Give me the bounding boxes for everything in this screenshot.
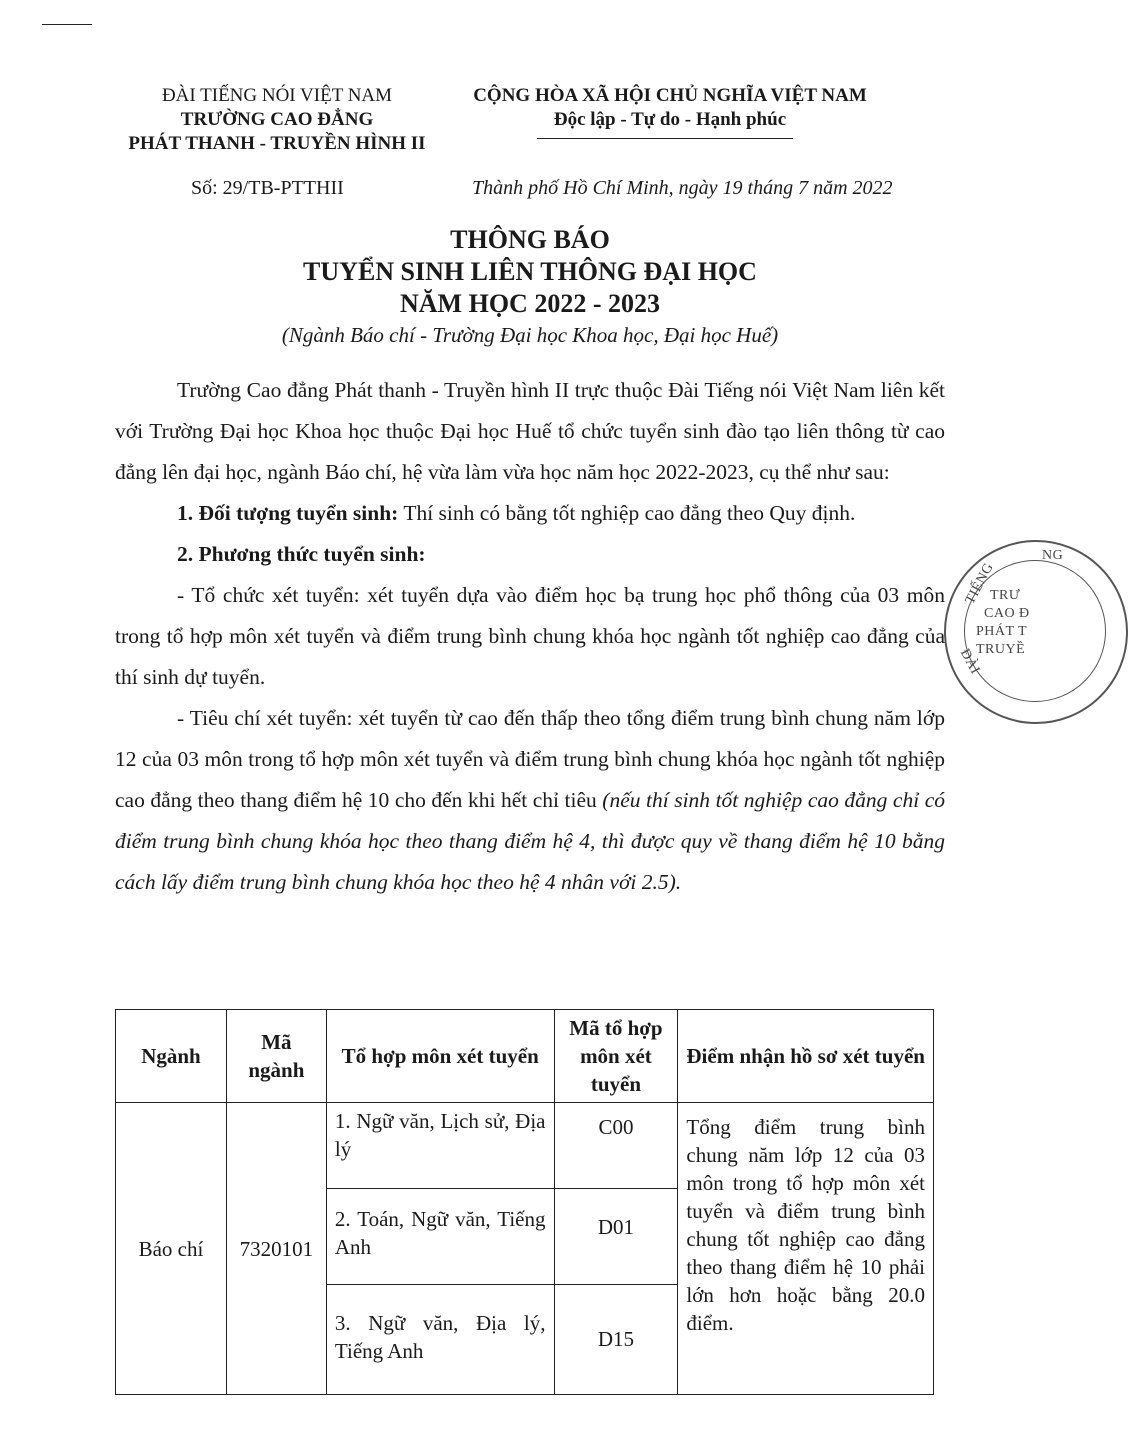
major-code-cell: 7320101 [226, 1103, 326, 1395]
document-title [100, 224, 960, 350]
official-stamp [944, 540, 1128, 724]
national-motto: Độc lập - Tự do - Hạnh phúc [553, 109, 787, 130]
table-row [116, 1103, 934, 1189]
stamp-text-4: TRUYỀ [976, 642, 1026, 657]
title-line-3: NĂM HỌC 2022 - 2023 [400, 289, 660, 318]
combo-subjects-cell: 1. Ngữ văn, Lịch sử, Địa lý [326, 1103, 554, 1189]
header-threshold: Điểm nhận hồ sơ xét tuyển [678, 1010, 934, 1103]
section-1-text: Thí sinh có bằng tốt nghiệp cao đẳng theo Quy định. [398, 501, 856, 525]
title-line-1: THÔNG BÁO [450, 225, 610, 254]
combo-subjects-cell: 3. Ngữ văn, Địa lý, Tiếng Anh [326, 1285, 554, 1395]
national-motto-block [448, 84, 892, 132]
body-content [115, 370, 945, 903]
stamp-text-left-lower: ĐÀI [956, 646, 983, 677]
combo-subjects-cell: 2. Toán, Ngữ văn, Tiếng Anh [326, 1189, 554, 1285]
stamp-text-top: NG [1042, 548, 1064, 563]
section-1-heading: 1. Đối tượng tuyển sinh: [177, 501, 399, 525]
scan-corner-mark [42, 24, 92, 25]
issuer-line-1: ĐÀI TIẾNG NÓI VIỆT NAM [161, 85, 393, 106]
method-item-2-note: (nếu thí sinh tốt nghiệp cao đẳng chỉ có điểm trung bình chung khóa học theo thang điểm hệ 4, thì được quy về thang điểm hệ 10 bằng cách lấy điểm trung bình chung khóa học theo hệ 4 nhân với 2.5). [115, 788, 945, 894]
table-header-row [116, 1010, 934, 1103]
place-date: Thành phố Hồ Chí Minh, ngày 19 tháng 7 năm 2022 [472, 177, 893, 199]
issuer-block [112, 84, 442, 156]
motto-underline [537, 138, 793, 139]
combo-code-cell: D01 [554, 1189, 678, 1285]
combo-code-cell: C00 [554, 1103, 678, 1189]
method-item-2-text: - Tiêu chí xét tuyển: xét tuyển từ cao đến thấp theo tổng điểm trung bình chung năm lớp 12 của 03 môn trong tổ hợp môn xét tuyển và điểm trung bình chung khóa học ngành tốt nghiệp cao đẳng theo thang điểm hệ 10 cho đến khi hết chỉ tiêu [115, 706, 945, 812]
combo-code-cell: D15 [554, 1285, 678, 1395]
stamp-text-left-upper: TIẾNG [962, 560, 997, 607]
stamp-text-3: PHÁT T [976, 624, 1028, 639]
national-title: CỘNG HÒA XÃ HỘI CHỦ NGHĨA VIỆT NAM [473, 85, 867, 106]
method-item-1: - Tổ chức xét tuyển: xét tuyển dựa vào điểm học bạ trung học phổ thông của 03 môn trong tổ hợp môn xét tuyển và điểm trung bình chung khóa học ngành tốt nghiệp cao đẳng của thí sinh dự tuyển. [115, 583, 945, 689]
header-major-code: Mã ngành [226, 1010, 326, 1103]
stamp-text-1: TRƯ [990, 588, 1021, 603]
intro-paragraph: Trường Cao đẳng Phát thanh - Truyền hình II trực thuộc Đài Tiếng nói Việt Nam liên kết với Trường Đại học Khoa học thuộc Đại học Huế tổ chức tuyển sinh đào tạo liên thông từ cao đẳng lên đại học, ngành Báo chí, hệ vừa làm vừa học năm học 2022-2023, cụ thể như sau: [115, 378, 945, 484]
issuer-line-3: PHÁT THANH - TRUYỀN HÌNH II [128, 133, 426, 154]
threshold-cell: Tổng điểm trung bình chung năm lớp 12 của 03 môn trong tổ hợp môn xét tuyển và điểm trung bình chung tốt nghiệp cao đẳng theo thang điểm hệ 10 phải lớn hơn hoặc bằng 20.0 điểm. [678, 1103, 934, 1395]
stamp-text-2: CAO Đ [984, 606, 1030, 621]
admission-table [115, 1009, 934, 1395]
method-item-2 [115, 698, 945, 903]
header-combo-code: Mã tổ hợp môn xét tuyển [554, 1010, 678, 1103]
title-line-2: TUYỂN SINH LIÊN THÔNG ĐẠI HỌC [303, 257, 757, 286]
header-major: Ngành [116, 1010, 227, 1103]
issuer-line-2: TRƯỜNG CAO ĐẲNG [180, 109, 374, 130]
title-subtitle: (Ngành Báo chí - Trường Đại học Khoa học, Đại học Huế) [281, 323, 779, 347]
section-1 [115, 493, 945, 534]
header-subject-combo: Tổ hợp môn xét tuyển [326, 1010, 554, 1103]
document-number: Số: 29/TB-PTTHII [191, 177, 344, 199]
major-cell: Báo chí [116, 1103, 227, 1395]
section-2-heading: 2. Phương thức tuyển sinh: [177, 542, 426, 566]
